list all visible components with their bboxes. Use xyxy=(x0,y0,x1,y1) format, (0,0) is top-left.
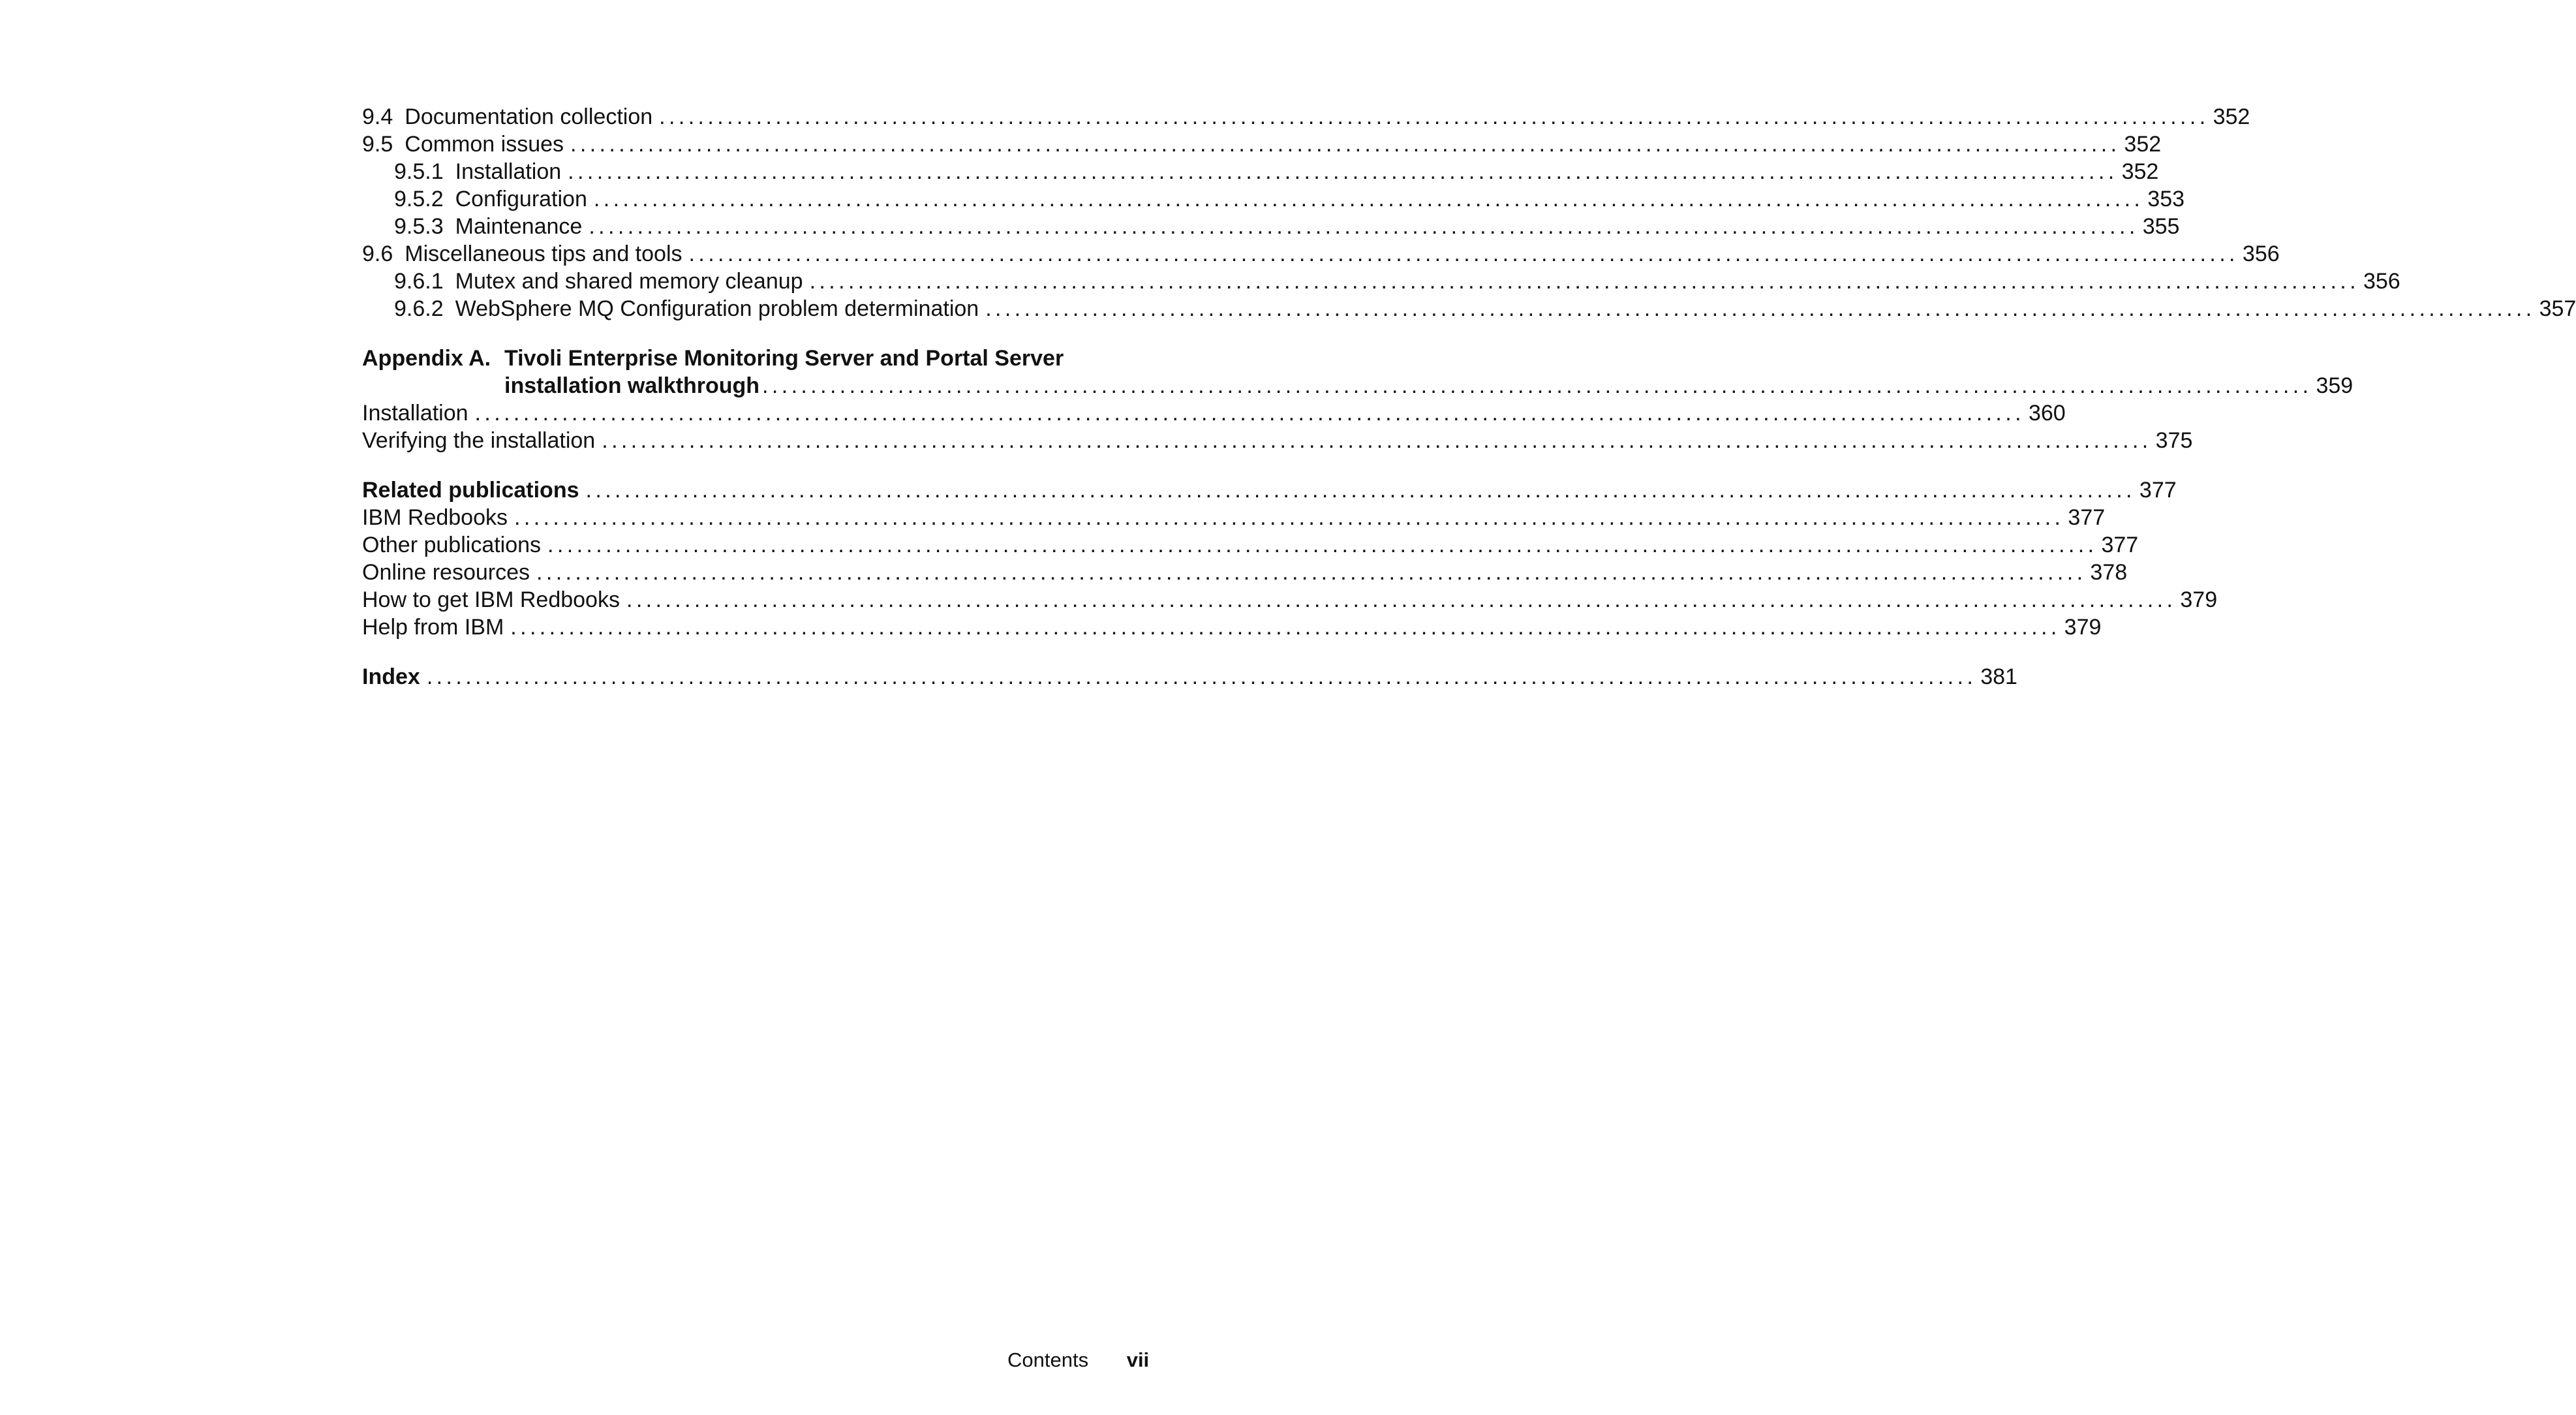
toc-entry-page: 379 xyxy=(2064,615,2102,640)
toc-entry-number: 9.5.1 xyxy=(394,159,444,184)
toc-entry-title: Mutex and shared memory cleanup xyxy=(455,269,803,294)
toc-entry-9-5-3[interactable] xyxy=(362,213,2180,240)
toc-entry-page: 381 xyxy=(1980,664,2017,689)
toc-entry-page: 379 xyxy=(2180,587,2218,612)
appendix-title-line2: installation walkthrough xyxy=(504,373,760,398)
page-footer xyxy=(1007,1348,1149,1372)
toc-entry-title: Other publications xyxy=(362,533,542,557)
toc-entry-page: 360 xyxy=(2028,401,2066,426)
dot-leader: ................................................................................................................................................................ xyxy=(568,159,2118,184)
dot-leader: ................................................................................................................................................................ xyxy=(536,560,2087,585)
toc-entry-page: 375 xyxy=(2155,428,2193,453)
toc-entry-number: 9.4 xyxy=(362,104,393,129)
footer-page-number: vii xyxy=(1126,1348,1150,1371)
dot-leader: ................................................................................................................................................................ xyxy=(626,587,2177,612)
toc-entry-ibm-redbooks[interactable] xyxy=(362,504,2106,531)
toc-entry-9-6-1[interactable] xyxy=(362,268,2400,295)
appendix-page: 359 xyxy=(2316,373,2354,398)
dot-leader: ................................................................................................................................................................ xyxy=(426,664,1977,689)
footer-section-label: Contents xyxy=(1007,1348,1089,1371)
toc-entry-title: Documentation collection xyxy=(405,104,653,129)
toc-entry-installation[interactable] xyxy=(362,399,2066,427)
toc-entry-page: 352 xyxy=(2121,159,2159,184)
dot-leader: ................................................................................................................................................................ xyxy=(474,401,2025,426)
toc-entry-number: 9.6.1 xyxy=(394,269,444,294)
toc-entry-verifying-installation[interactable] xyxy=(362,427,2193,454)
dot-leader: ................................................................................................................................................................ xyxy=(688,241,2239,266)
dot-leader: ................................................................................................................................................................ xyxy=(985,296,2536,321)
toc-entry-9-4[interactable] xyxy=(362,103,2250,131)
toc-entry-title: Common issues xyxy=(405,132,564,157)
toc-entry-related-publications[interactable] xyxy=(362,476,2177,504)
toc-entry-page: 352 xyxy=(2124,132,2162,157)
toc-entry-title: Installation xyxy=(362,401,468,426)
toc-entry-page: 356 xyxy=(2363,269,2400,294)
dot-leader: ................................................................................................................................................................ xyxy=(589,214,2139,239)
toc-entry-title: Verifying the installation xyxy=(362,428,596,453)
dot-leader: ................................................................................................................................................................ xyxy=(593,187,2144,211)
toc-entry-title: Index xyxy=(362,664,420,689)
dot-leader: ................................................................................................................................................................ xyxy=(585,478,2136,503)
toc-entry-page: 377 xyxy=(2068,505,2106,530)
toc-entry-number: 9.5 xyxy=(362,132,393,157)
toc-entry-number: 9.6.2 xyxy=(394,296,444,321)
toc-entry-9-5[interactable] xyxy=(362,131,2162,158)
toc-entry-index[interactable] xyxy=(362,663,2017,691)
dot-leader: ................................................................................................................................................................ xyxy=(602,428,2152,453)
toc-entry-page: 352 xyxy=(2213,104,2250,129)
toc-entry-title: IBM Redbooks xyxy=(362,505,508,530)
dot-leader: ................................................................................................................................................................ xyxy=(659,104,2209,129)
toc-entry-page: 377 xyxy=(2101,533,2139,557)
toc-entry-online-resources[interactable] xyxy=(362,559,2128,586)
dot-leader: ................................................................................................................................................................ xyxy=(570,132,2121,157)
toc-entry-number: 9.6 xyxy=(362,241,393,266)
toc-entry-title: WebSphere MQ Configuration problem determination xyxy=(455,296,979,321)
toc-entry-page: 355 xyxy=(2142,214,2180,239)
toc-entry-page: 377 xyxy=(2139,478,2177,503)
toc-entry-9-5-2[interactable] xyxy=(362,185,2185,213)
dot-leader: ................................................................................................................................................................ xyxy=(809,269,2359,294)
toc-entry-title: Maintenance xyxy=(455,214,583,239)
toc-entry-page: 357 xyxy=(2539,296,2576,321)
toc-entry-title: Miscellaneous tips and tools xyxy=(405,241,682,266)
toc-entry-number: 9.5.2 xyxy=(394,187,444,211)
dot-leader: ................................................................................................................................................................ xyxy=(510,615,2061,640)
table-of-contents xyxy=(362,103,2576,691)
toc-entry-title: Related publications xyxy=(362,478,579,503)
toc-entry-other-publications[interactable] xyxy=(362,531,2139,559)
toc-entry-help-from-ibm[interactable] xyxy=(362,614,2102,641)
toc-entry-9-6[interactable] xyxy=(362,240,2280,268)
toc-entry-title: Online resources xyxy=(362,560,530,585)
appendix-label: Appendix A. xyxy=(362,346,491,371)
appendix-title-line1: Tivoli Enterprise Monitoring Server and Portal Server xyxy=(504,346,1064,371)
appendix-a-heading[interactable] xyxy=(362,345,2354,399)
toc-entry-9-5-1[interactable] xyxy=(362,158,2159,185)
toc-entry-number: 9.5.3 xyxy=(394,214,444,239)
toc-entry-how-to-get-redbooks[interactable] xyxy=(362,586,2218,614)
dot-leader: ................................................................................................................................................................ xyxy=(762,373,2312,398)
toc-entry-title: How to get IBM Redbooks xyxy=(362,587,620,612)
toc-entry-title: Configuration xyxy=(455,187,587,211)
toc-entry-page: 356 xyxy=(2242,241,2280,266)
dot-leader: ................................................................................................................................................................ xyxy=(514,505,2064,530)
toc-entry-title: Installation xyxy=(455,159,562,184)
toc-entry-title: Help from IBM xyxy=(362,615,504,640)
dot-leader: ................................................................................................................................................................ xyxy=(547,533,2098,557)
toc-entry-9-6-2[interactable] xyxy=(362,295,2576,322)
toc-entry-page: 378 xyxy=(2090,560,2128,585)
toc-entry-page: 353 xyxy=(2147,187,2185,211)
